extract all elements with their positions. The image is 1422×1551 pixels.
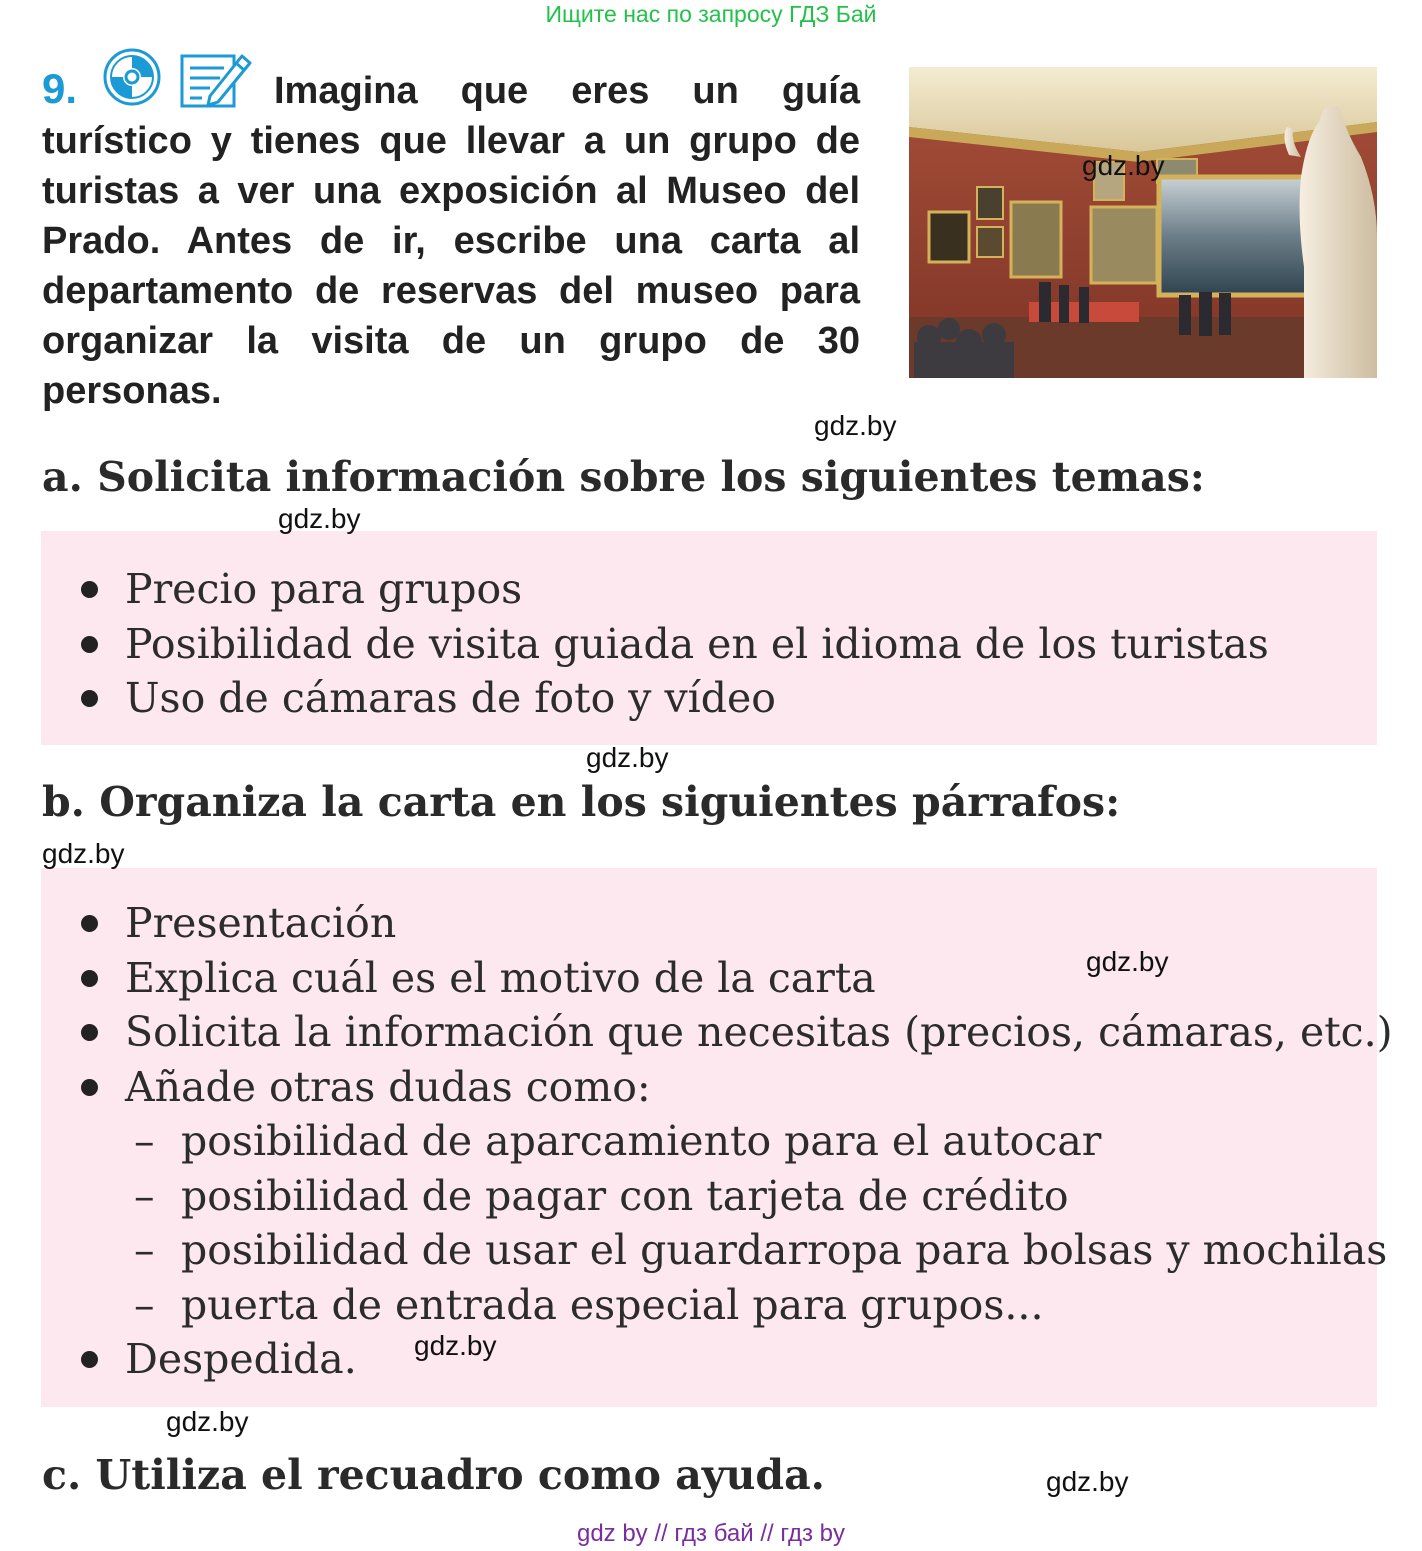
list-item — [41, 951, 1393, 1006]
section-a-heading: a. Solicita información sobre los siguientes temas: — [42, 453, 1205, 501]
list-item-text: Posibilidad de visita guiada en el idioma de los turistas — [125, 619, 1269, 668]
museum-gallery-photo — [909, 67, 1377, 378]
topics-list — [41, 562, 1269, 726]
top-banner: Ищите нас по запросу ГДЗ Бай — [545, 1, 877, 27]
sub-list-item-text: posibilidad de pagar con tarjeta de crédito — [181, 1171, 1069, 1220]
list-item — [41, 671, 1269, 726]
sub-list-item — [41, 1278, 1393, 1333]
dash-marker: – — [134, 1280, 155, 1329]
dash-marker: – — [134, 1171, 155, 1220]
exercise-instruction: Imagina que eres un guía turístico y tienes que llevar a un grupo de turistas a ver una exposición al Museo del Prado. Antes de ir, escribe una carta al departamento de reservas del museo para organizar la visita de un grupo de 30 personas. — [42, 70, 860, 412]
list-item — [41, 1005, 1393, 1060]
list-item — [41, 562, 1269, 617]
list-item — [41, 896, 1393, 951]
list-item-text: Presentación — [125, 899, 397, 947]
section-b-heading: b. Organiza la carta en los siguientes párrafos: — [42, 778, 1121, 826]
list-item — [41, 1332, 1393, 1387]
list-item-text: Explica cuál es el motivo de la carta — [125, 953, 876, 1002]
watermark: gdz.by — [586, 742, 669, 773]
sub-list-item-text: puerta de entrada especial para grupos... — [181, 1280, 1044, 1329]
bullet-icon — [81, 915, 98, 932]
bullet-icon — [81, 690, 98, 707]
footer-links: gdz by // гдз бай // гдз by — [576, 1520, 846, 1547]
watermark: gdz.by — [1046, 1466, 1129, 1497]
sub-list-item — [41, 1114, 1393, 1169]
dash-marker: – — [134, 1226, 155, 1274]
watermark: gdz.by — [1082, 150, 1165, 181]
section-c-heading: c. Utiliza el recuadro como ayuda. — [42, 1451, 825, 1499]
dash-marker: – — [134, 1117, 155, 1165]
paragraphs-list — [41, 896, 1393, 1387]
bullet-icon — [81, 1024, 98, 1041]
sub-list-item-text: posibilidad de aparcamiento para el autocar — [181, 1117, 1102, 1165]
bullet-icon — [81, 970, 98, 987]
watermark: gdz.by — [42, 838, 125, 869]
list-item — [41, 1060, 1393, 1115]
bullet-icon — [81, 1079, 98, 1096]
bullet-icon — [81, 1351, 98, 1368]
watermark: gdz.by — [814, 410, 897, 441]
watermark: gdz.by — [166, 1406, 249, 1437]
list-item-text: Añade otras dudas como: — [125, 1062, 651, 1111]
bullet-icon — [81, 636, 98, 653]
sub-list-item — [41, 1169, 1393, 1224]
watermark: gdz.by — [1086, 946, 1169, 977]
topics-box — [41, 531, 1377, 745]
list-item — [41, 617, 1269, 672]
sub-list-item — [41, 1223, 1393, 1278]
watermark: gdz.by — [414, 1330, 497, 1361]
list-item-text: Uso de cámaras de foto y vídeo — [125, 674, 776, 722]
bullet-icon — [81, 581, 98, 598]
paragraphs-box — [41, 868, 1393, 1407]
list-item-text: Precio para grupos — [125, 565, 523, 613]
list-item-text: Solicita la información que necesitas (precios, cámaras, etc.) — [125, 1008, 1393, 1056]
exercise-number: 9. — [42, 65, 78, 112]
sub-list-item-text: posibilidad de usar el guardarropa para bolsas y mochilas — [181, 1226, 1388, 1274]
list-item-text: Despedida. — [125, 1335, 357, 1383]
watermark: gdz.by — [278, 503, 361, 534]
